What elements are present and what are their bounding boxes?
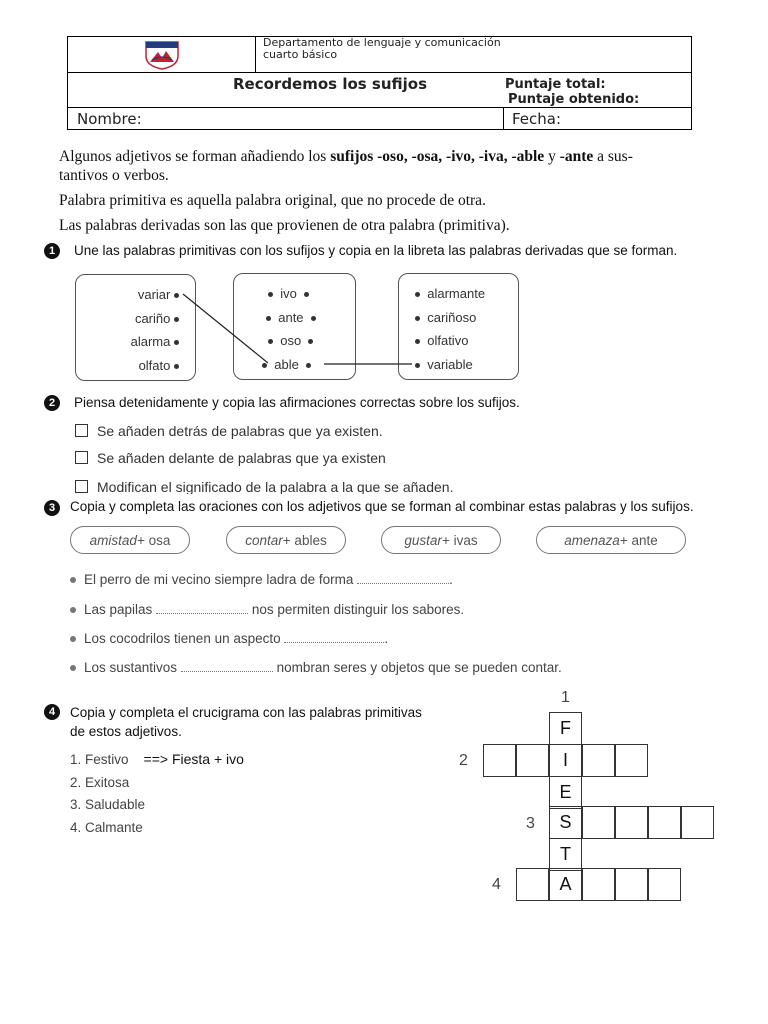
suffix-word: able (262, 353, 316, 377)
crossword-cell[interactable]: E (549, 776, 582, 809)
word-pill-amistad: amistad + osa (70, 526, 190, 554)
date-label: Fecha: (512, 110, 562, 128)
suffixes-box (233, 273, 356, 380)
sentence-4: Los sustantivos nombran seres y objetos que se pueden contar. (70, 659, 562, 675)
primitive-word: alarma (131, 330, 179, 354)
header-table (67, 36, 692, 130)
exercise-3-instruction: Copia y completa las oraciones con los adjetivos que se forman al combinar estas palabras y los sufijos. (70, 499, 694, 514)
option-1-checkbox[interactable] (75, 424, 88, 437)
exercise-3-number: 3 (44, 500, 60, 516)
derived-word: olfativo (415, 329, 485, 353)
crossword-cell[interactable] (615, 806, 648, 839)
adjective-item: 2. Exitosa (70, 774, 130, 790)
crossword-cell[interactable] (516, 868, 549, 901)
intro-paragraph-2: Palabra primitiva es aquella palabra original, que no procede de otra. (59, 192, 486, 209)
exercise-1-instruction: Une las palabras primitivas con los sufijos y copia en la libreta las palabras derivadas que se forman. (74, 243, 678, 258)
exercise-1-number: 1 (44, 243, 60, 259)
department-text: Departamento de lenguaje y comunicación (263, 36, 501, 49)
sentence-3: Los cocodrilos tienen un aspecto . (70, 630, 388, 646)
crossword-cell[interactable] (681, 806, 714, 839)
suffix-word: ivo (268, 282, 316, 306)
primitives-box (75, 274, 196, 381)
crossword-cell[interactable] (582, 744, 615, 777)
sentence-1: El perro de mi vecino siempre ladra de forma . (70, 571, 453, 587)
worksheet-title: Recordemos los sufijos (233, 75, 428, 93)
crossword-cell[interactable]: I (549, 744, 582, 777)
crossword-cell[interactable] (648, 806, 681, 839)
primitive-word: cariño (131, 307, 179, 331)
intro-paragraph-1: Algunos adjetivos se forman añadiendo los sufijos -oso, -osa, -ivo, -iva, -able y -ante a sus- tantivos o verbos. (59, 148, 633, 184)
word-pill-gustar: gustar + ivas (381, 526, 501, 554)
word-pill-contar: contar + ables (226, 526, 346, 554)
exercise-4-number: 4 (44, 704, 60, 720)
derived-word: cariñoso (415, 306, 485, 330)
adjective-item: 4. Calmante (70, 819, 143, 835)
exercise-2-number: 2 (44, 395, 60, 411)
exercise-4-instruction: Copia y completa el crucigrama con las palabras primitivas de estos adjetivos. (70, 705, 422, 739)
crossword-cell[interactable]: T (549, 838, 582, 871)
derived-box (398, 273, 519, 380)
exercise-2-instruction: Piensa detenidamente y copia las afirmaciones correctas sobre los sufijos. (74, 395, 520, 410)
option-2-label: Se añaden delante de palabras que ya existen (97, 450, 386, 466)
derived-word: variable (415, 353, 485, 377)
option-3-label: Modifican el significado de la palabra a la que se añaden. (97, 479, 454, 494)
sentence-2: Las papilas nos permiten distinguir los sabores. (70, 601, 464, 617)
crossword-cell[interactable] (582, 868, 615, 901)
adjectives-list (70, 748, 244, 839)
primitive-word: olfato (131, 354, 179, 378)
suffix-word: ante (266, 306, 316, 330)
crossword-cell[interactable]: S (549, 806, 582, 839)
primitive-word: variar (131, 283, 179, 307)
word-pill-amenaza: amenaza + ante (536, 526, 686, 554)
option-3-clipped (70, 476, 490, 494)
adjective-item: 1. Festivo ==> Fiesta + ivo (70, 751, 244, 767)
crossword-number-2: 2 (459, 752, 468, 769)
crossword-cell[interactable] (582, 806, 615, 839)
name-label: Nombre: (77, 110, 142, 128)
crossword-cell[interactable]: A (549, 868, 582, 901)
option-2-checkbox[interactable] (75, 451, 88, 464)
crossword-number-1: 1 (561, 689, 570, 706)
derived-word: alarmante (415, 282, 485, 306)
crossword-cell[interactable]: F (549, 712, 582, 745)
crossword-cell[interactable] (615, 868, 648, 901)
adjective-item: 3. Saludable (70, 797, 146, 812)
obtained-score-label: Puntaje obtenido: (508, 92, 640, 107)
total-score-label: Puntaje total: (505, 77, 606, 92)
crossword-number-3: 3 (526, 815, 535, 832)
example-answer: ==> Fiesta + ivo (143, 751, 244, 767)
option-1-label: Se añaden detrás de palabras que ya existen. (97, 423, 383, 439)
suffix-word: oso (268, 329, 316, 353)
school-logo (144, 40, 180, 75)
crossword-cell[interactable] (615, 744, 648, 777)
crossword-cell[interactable] (483, 744, 516, 777)
crossword-number-4: 4 (492, 876, 501, 893)
crossword-cell[interactable] (648, 868, 681, 901)
intro-paragraph-3: Las palabras derivadas son las que provienen de otra palabra (primitiva). (59, 217, 510, 234)
option-3-checkbox[interactable] (75, 480, 88, 493)
crossword-cell[interactable] (516, 744, 549, 777)
grade-text: cuarto básico (263, 48, 338, 61)
